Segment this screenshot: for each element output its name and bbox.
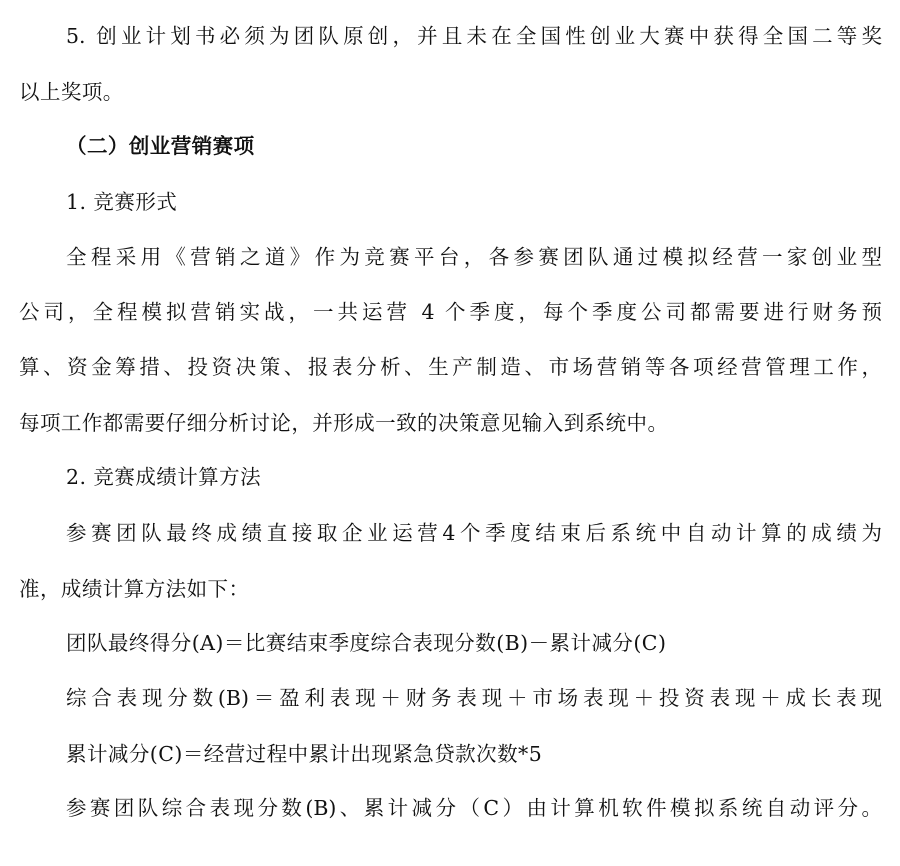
paragraph-line-item5-part1: 5. 创业计划书必须为团队原创，并且未在全国性创业大赛中获得全国二等奖: [66, 24, 882, 48]
formula-cumulative-deduction: 累计减分(C)＝经营过程中累计出现紧急贷款次数*5: [66, 742, 543, 766]
paragraph-line-format-3: 算、资金筹措、投资决策、报表分析、生产制造、市场营销等各项经营管理工作，: [19, 355, 882, 379]
formula-composite-score: 综合表现分数(B)＝盈利表现＋财务表现＋市场表现＋投资表现＋成长表现: [66, 686, 882, 710]
paragraph-line-format-4: 每项工作都需要仔细分析讨论，并形成一致的决策意见输入到系统中。: [19, 411, 669, 435]
subheading-score-method: 2. 竞赛成绩计算方法: [66, 465, 262, 489]
section-heading-marketing: （二）创业营销赛项: [66, 134, 255, 158]
subheading-competition-format: 1. 竞赛形式: [66, 190, 178, 214]
paragraph-line-format-1: 全程采用《营销之道》作为竞赛平台，各参赛团队通过模拟经营一家创业型: [66, 245, 882, 269]
paragraph-line-item5-part2: 以上奖项。: [19, 80, 124, 104]
paragraph-line-score-1: 参赛团队最终成绩直接取企业运营4个季度结束后系统中自动计算的成绩为: [66, 521, 882, 545]
paragraph-line-format-2: 公司，全程模拟营销实战，一共运营 4 个季度，每个季度公司都需要进行财务预: [19, 300, 882, 324]
formula-final-score: 团队最终得分(A)＝比赛结束季度综合表现分数(B)－累计减分(C): [66, 631, 667, 655]
paragraph-line-auto-scoring: 参赛团队综合表现分数(B)、累计减分（C）由计算机软件模拟系统自动评分。: [66, 796, 882, 820]
paragraph-line-score-2: 准，成绩计算方法如下：: [19, 577, 250, 601]
